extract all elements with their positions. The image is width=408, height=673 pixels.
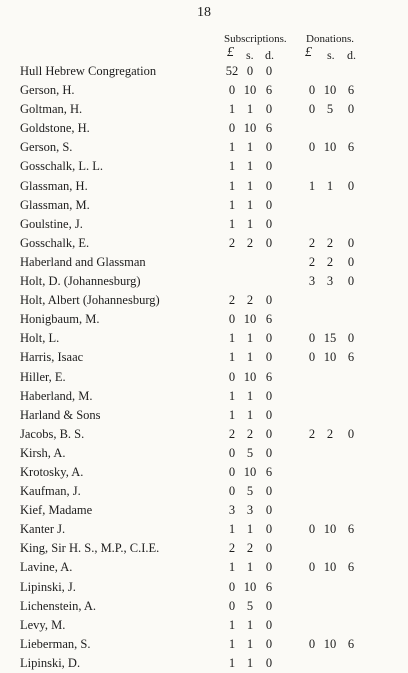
subscriber-name: Gerson, S.	[20, 140, 73, 155]
subscription-shillings: 1	[246, 560, 254, 575]
donation-pence: 6	[347, 140, 355, 155]
subscription-list	[0, 62, 408, 673]
list-item	[0, 62, 408, 81]
donation-shillings: 10	[323, 350, 337, 365]
subscriptions-pound-unit: £	[227, 45, 234, 60]
list-item	[0, 272, 408, 291]
subscription-pence: 6	[265, 369, 273, 384]
subscription-pounds: 0	[228, 464, 236, 479]
list-item	[0, 310, 408, 329]
donation-shillings: 2	[326, 235, 334, 250]
donation-shillings: 10	[323, 636, 337, 651]
subscription-shillings: 1	[246, 216, 254, 231]
donation-pence: 6	[347, 350, 355, 365]
list-item	[0, 597, 408, 616]
list-item	[0, 463, 408, 482]
donation-pounds: 0	[308, 350, 316, 365]
donation-pounds: 0	[308, 522, 316, 537]
subscription-pounds: 1	[228, 159, 236, 174]
list-item	[0, 157, 408, 176]
subscription-pounds: 0	[228, 83, 236, 98]
subscription-pounds: 2	[228, 235, 236, 250]
subscription-pence: 6	[265, 121, 273, 136]
list-item	[0, 482, 408, 501]
subscription-pence: 0	[265, 293, 273, 308]
subscription-pounds: 1	[228, 560, 236, 575]
subscription-pence: 0	[265, 560, 273, 575]
subscription-pence: 0	[265, 484, 273, 499]
subscription-pence: 0	[265, 636, 273, 651]
subscription-pence: 0	[265, 598, 273, 613]
donation-pounds: 0	[308, 636, 316, 651]
donation-shillings: 15	[323, 331, 337, 346]
subscription-shillings: 1	[246, 178, 254, 193]
subscription-pounds: 1	[228, 178, 236, 193]
subscription-pence: 0	[265, 197, 273, 212]
list-item	[0, 368, 408, 387]
donation-shillings: 10	[323, 83, 337, 98]
donation-pence: 0	[347, 254, 355, 269]
subscription-pence: 0	[265, 445, 273, 460]
list-item	[0, 558, 408, 577]
donation-shillings: 5	[326, 102, 334, 117]
subscription-shillings: 1	[246, 522, 254, 537]
subscription-shillings: 1	[246, 350, 254, 365]
list-item	[0, 387, 408, 406]
subscription-pounds: 0	[228, 369, 236, 384]
subscriber-name: Gosschalk, E.	[20, 235, 90, 250]
list-item	[0, 81, 408, 100]
subscription-pence: 0	[265, 178, 273, 193]
list-item	[0, 177, 408, 196]
subscription-pounds: 0	[228, 121, 236, 136]
donation-pence: 0	[347, 426, 355, 441]
donation-pounds: 0	[308, 331, 316, 346]
subscription-pounds: 1	[228, 216, 236, 231]
subscription-shillings: 1	[246, 407, 254, 422]
subscription-shillings: 10	[243, 369, 257, 384]
subscriber-name: Lavine, A.	[20, 560, 73, 575]
list-item	[0, 635, 408, 654]
subscription-pounds: 0	[228, 484, 236, 499]
subscription-pence: 0	[265, 617, 273, 632]
subscription-pounds: 1	[228, 140, 236, 155]
subscription-shillings: 3	[246, 503, 254, 518]
subscription-shillings: 1	[246, 102, 254, 117]
subscriber-name: Haberland, M.	[20, 388, 93, 403]
subscriber-name: Haberland and Glassman	[20, 254, 146, 269]
subscription-pounds: 0	[228, 445, 236, 460]
subscription-pounds: 1	[228, 102, 236, 117]
subscription-shillings: 2	[246, 426, 254, 441]
subscription-shillings: 5	[246, 445, 254, 460]
donations-pound-unit: £	[305, 45, 312, 60]
subscriber-name: Glassman, H.	[20, 178, 88, 193]
subscription-shillings: 1	[246, 388, 254, 403]
subscriber-name: Kaufman, J.	[20, 484, 81, 499]
subscriptions-header: Subscriptions.	[224, 33, 287, 45]
donation-shillings: 2	[326, 426, 334, 441]
subscription-pence: 6	[265, 83, 273, 98]
subscription-pounds: 1	[228, 331, 236, 346]
subscriber-name: Harland & Sons	[20, 407, 101, 422]
subscription-shillings: 5	[246, 598, 254, 613]
page-number: 18	[197, 5, 211, 20]
subscriber-name: Goltman, H.	[20, 102, 83, 117]
subscriber-name: Gerson, H.	[20, 83, 75, 98]
subscription-pounds: 1	[228, 197, 236, 212]
donations-header: Donations.	[306, 33, 354, 45]
list-item	[0, 329, 408, 348]
subscriber-name: Lipinski, J.	[20, 579, 76, 594]
list-item	[0, 253, 408, 272]
subscription-pounds: 1	[228, 388, 236, 403]
subscription-shillings: 10	[243, 579, 257, 594]
donation-shillings: 3	[326, 274, 334, 289]
subscription-pounds: 0	[228, 579, 236, 594]
subscription-pounds: 1	[228, 407, 236, 422]
subscriber-name: Jacobs, B. S.	[20, 426, 85, 441]
subscription-pounds: 0	[228, 598, 236, 613]
subscription-shillings: 1	[246, 140, 254, 155]
subscription-shillings: 1	[246, 197, 254, 212]
list-item	[0, 444, 408, 463]
subscription-shillings: 10	[243, 83, 257, 98]
donation-pounds: 3	[308, 274, 316, 289]
subscription-pence: 0	[265, 216, 273, 231]
subscription-pence: 0	[265, 235, 273, 250]
subscription-pence: 0	[265, 140, 273, 155]
subscription-pence: 0	[265, 331, 273, 346]
subscription-pence: 0	[265, 655, 273, 670]
donation-shillings: 2	[326, 254, 334, 269]
subscription-shillings: 1	[246, 331, 254, 346]
list-item	[0, 291, 408, 310]
donation-shillings: 10	[323, 560, 337, 575]
subscriber-name: Lichenstein, A.	[20, 598, 97, 613]
list-item	[0, 406, 408, 425]
subscription-shillings: 1	[246, 617, 254, 632]
subscription-shillings: 0	[246, 64, 254, 78]
subscriber-name: Levy, M.	[20, 617, 66, 632]
subscription-pence: 0	[265, 388, 273, 403]
list-item	[0, 234, 408, 253]
subscription-shillings: 10	[243, 312, 257, 327]
subscriptions-pence-unit: d.	[265, 48, 274, 62]
subscription-pounds: 52	[225, 64, 239, 78]
list-item	[0, 348, 408, 367]
donation-pounds: 0	[308, 560, 316, 575]
subscriptions-shilling-unit: s.	[246, 48, 254, 62]
donations-shilling-unit: s.	[327, 48, 335, 62]
subscriber-name: Hull Hebrew Congregation	[20, 64, 157, 78]
subscription-pence: 6	[265, 312, 273, 327]
donation-pence: 6	[347, 636, 355, 651]
subscription-pounds: 1	[228, 636, 236, 651]
subscriber-name: Holt, D. (Johannesburg)	[20, 274, 141, 289]
donation-pounds: 2	[308, 235, 316, 250]
donation-pence: 6	[347, 522, 355, 537]
subscriber-name: Kirsh, A.	[20, 445, 66, 460]
subscriber-name: King, Sir H. S., M.P., C.I.E.	[20, 541, 160, 556]
subscriber-name: Hiller, E.	[20, 369, 66, 384]
subscription-pence: 6	[265, 579, 273, 594]
subscription-shillings: 1	[246, 159, 254, 174]
subscriber-name: Kief, Madame	[20, 503, 93, 518]
list-item	[0, 539, 408, 558]
subscription-pence: 0	[265, 407, 273, 422]
subscription-pounds: 1	[228, 655, 236, 670]
donation-pounds: 0	[308, 102, 316, 117]
list-item	[0, 215, 408, 234]
subscription-pounds: 1	[228, 522, 236, 537]
subscription-pence: 0	[265, 503, 273, 518]
subscription-pence: 6	[265, 464, 273, 479]
list-item	[0, 100, 408, 119]
subscription-pounds: 3	[228, 503, 236, 518]
list-item	[0, 138, 408, 157]
subscription-pounds: 1	[228, 617, 236, 632]
list-item	[0, 616, 408, 635]
subscription-shillings: 10	[243, 464, 257, 479]
subscriber-name: Goulstine, J.	[20, 216, 83, 231]
subscription-pence: 0	[265, 522, 273, 537]
subscriber-name: Krotosky, A.	[20, 464, 84, 479]
subscription-shillings: 2	[246, 235, 254, 250]
subscription-shillings: 10	[243, 121, 257, 136]
donation-pence: 6	[347, 83, 355, 98]
donation-pounds: 2	[308, 426, 316, 441]
subscriber-name: Goldstone, H.	[20, 121, 90, 136]
list-item	[0, 578, 408, 597]
subscriber-name: Lipinski, D.	[20, 655, 81, 670]
subscriber-name: Honigbaum, M.	[20, 312, 100, 327]
subscription-pence: 0	[265, 102, 273, 117]
list-item	[0, 654, 408, 673]
donation-pence: 0	[347, 331, 355, 346]
subscription-pence: 0	[265, 64, 273, 78]
subscription-pounds: 2	[228, 293, 236, 308]
subscription-shillings: 2	[246, 293, 254, 308]
subscription-pence: 0	[265, 541, 273, 556]
donation-pence: 0	[347, 274, 355, 289]
subscriber-name: Glassman, M.	[20, 197, 90, 212]
subscription-pence: 0	[265, 159, 273, 174]
donation-shillings: 10	[323, 522, 337, 537]
subscriber-name: Holt, Albert (Johannesburg)	[20, 293, 160, 308]
list-item	[0, 425, 408, 444]
list-item	[0, 119, 408, 138]
donation-pence: 0	[347, 102, 355, 117]
donation-shillings: 10	[323, 140, 337, 155]
subscription-shillings: 5	[246, 484, 254, 499]
subscription-pence: 0	[265, 426, 273, 441]
donation-pence: 0	[347, 178, 355, 193]
subscription-pounds: 2	[228, 541, 236, 556]
list-item	[0, 520, 408, 539]
subscription-shillings: 2	[246, 541, 254, 556]
subscriber-name: Holt, L.	[20, 331, 60, 346]
subscriber-name: Harris, Isaac	[20, 350, 84, 365]
subscription-pounds: 0	[228, 312, 236, 327]
subscriber-name: Gosschalk, L. L.	[20, 159, 103, 174]
donation-pence: 0	[347, 235, 355, 250]
donations-pence-unit: d.	[347, 48, 356, 62]
donation-pounds: 2	[308, 254, 316, 269]
subscription-shillings: 1	[246, 636, 254, 651]
subscription-pence: 0	[265, 350, 273, 365]
subscription-pounds: 2	[228, 426, 236, 441]
donation-shillings: 1	[326, 178, 334, 193]
subscriber-name: Kanter J.	[20, 522, 66, 537]
list-item	[0, 196, 408, 215]
subscription-shillings: 1	[246, 655, 254, 670]
donation-pounds: 1	[308, 178, 316, 193]
subscriber-name: Lieberman, S.	[20, 636, 91, 651]
subscription-pounds: 1	[228, 350, 236, 365]
list-item	[0, 501, 408, 520]
donation-pence: 6	[347, 560, 355, 575]
donation-pounds: 0	[308, 140, 316, 155]
donation-pounds: 0	[308, 83, 316, 98]
